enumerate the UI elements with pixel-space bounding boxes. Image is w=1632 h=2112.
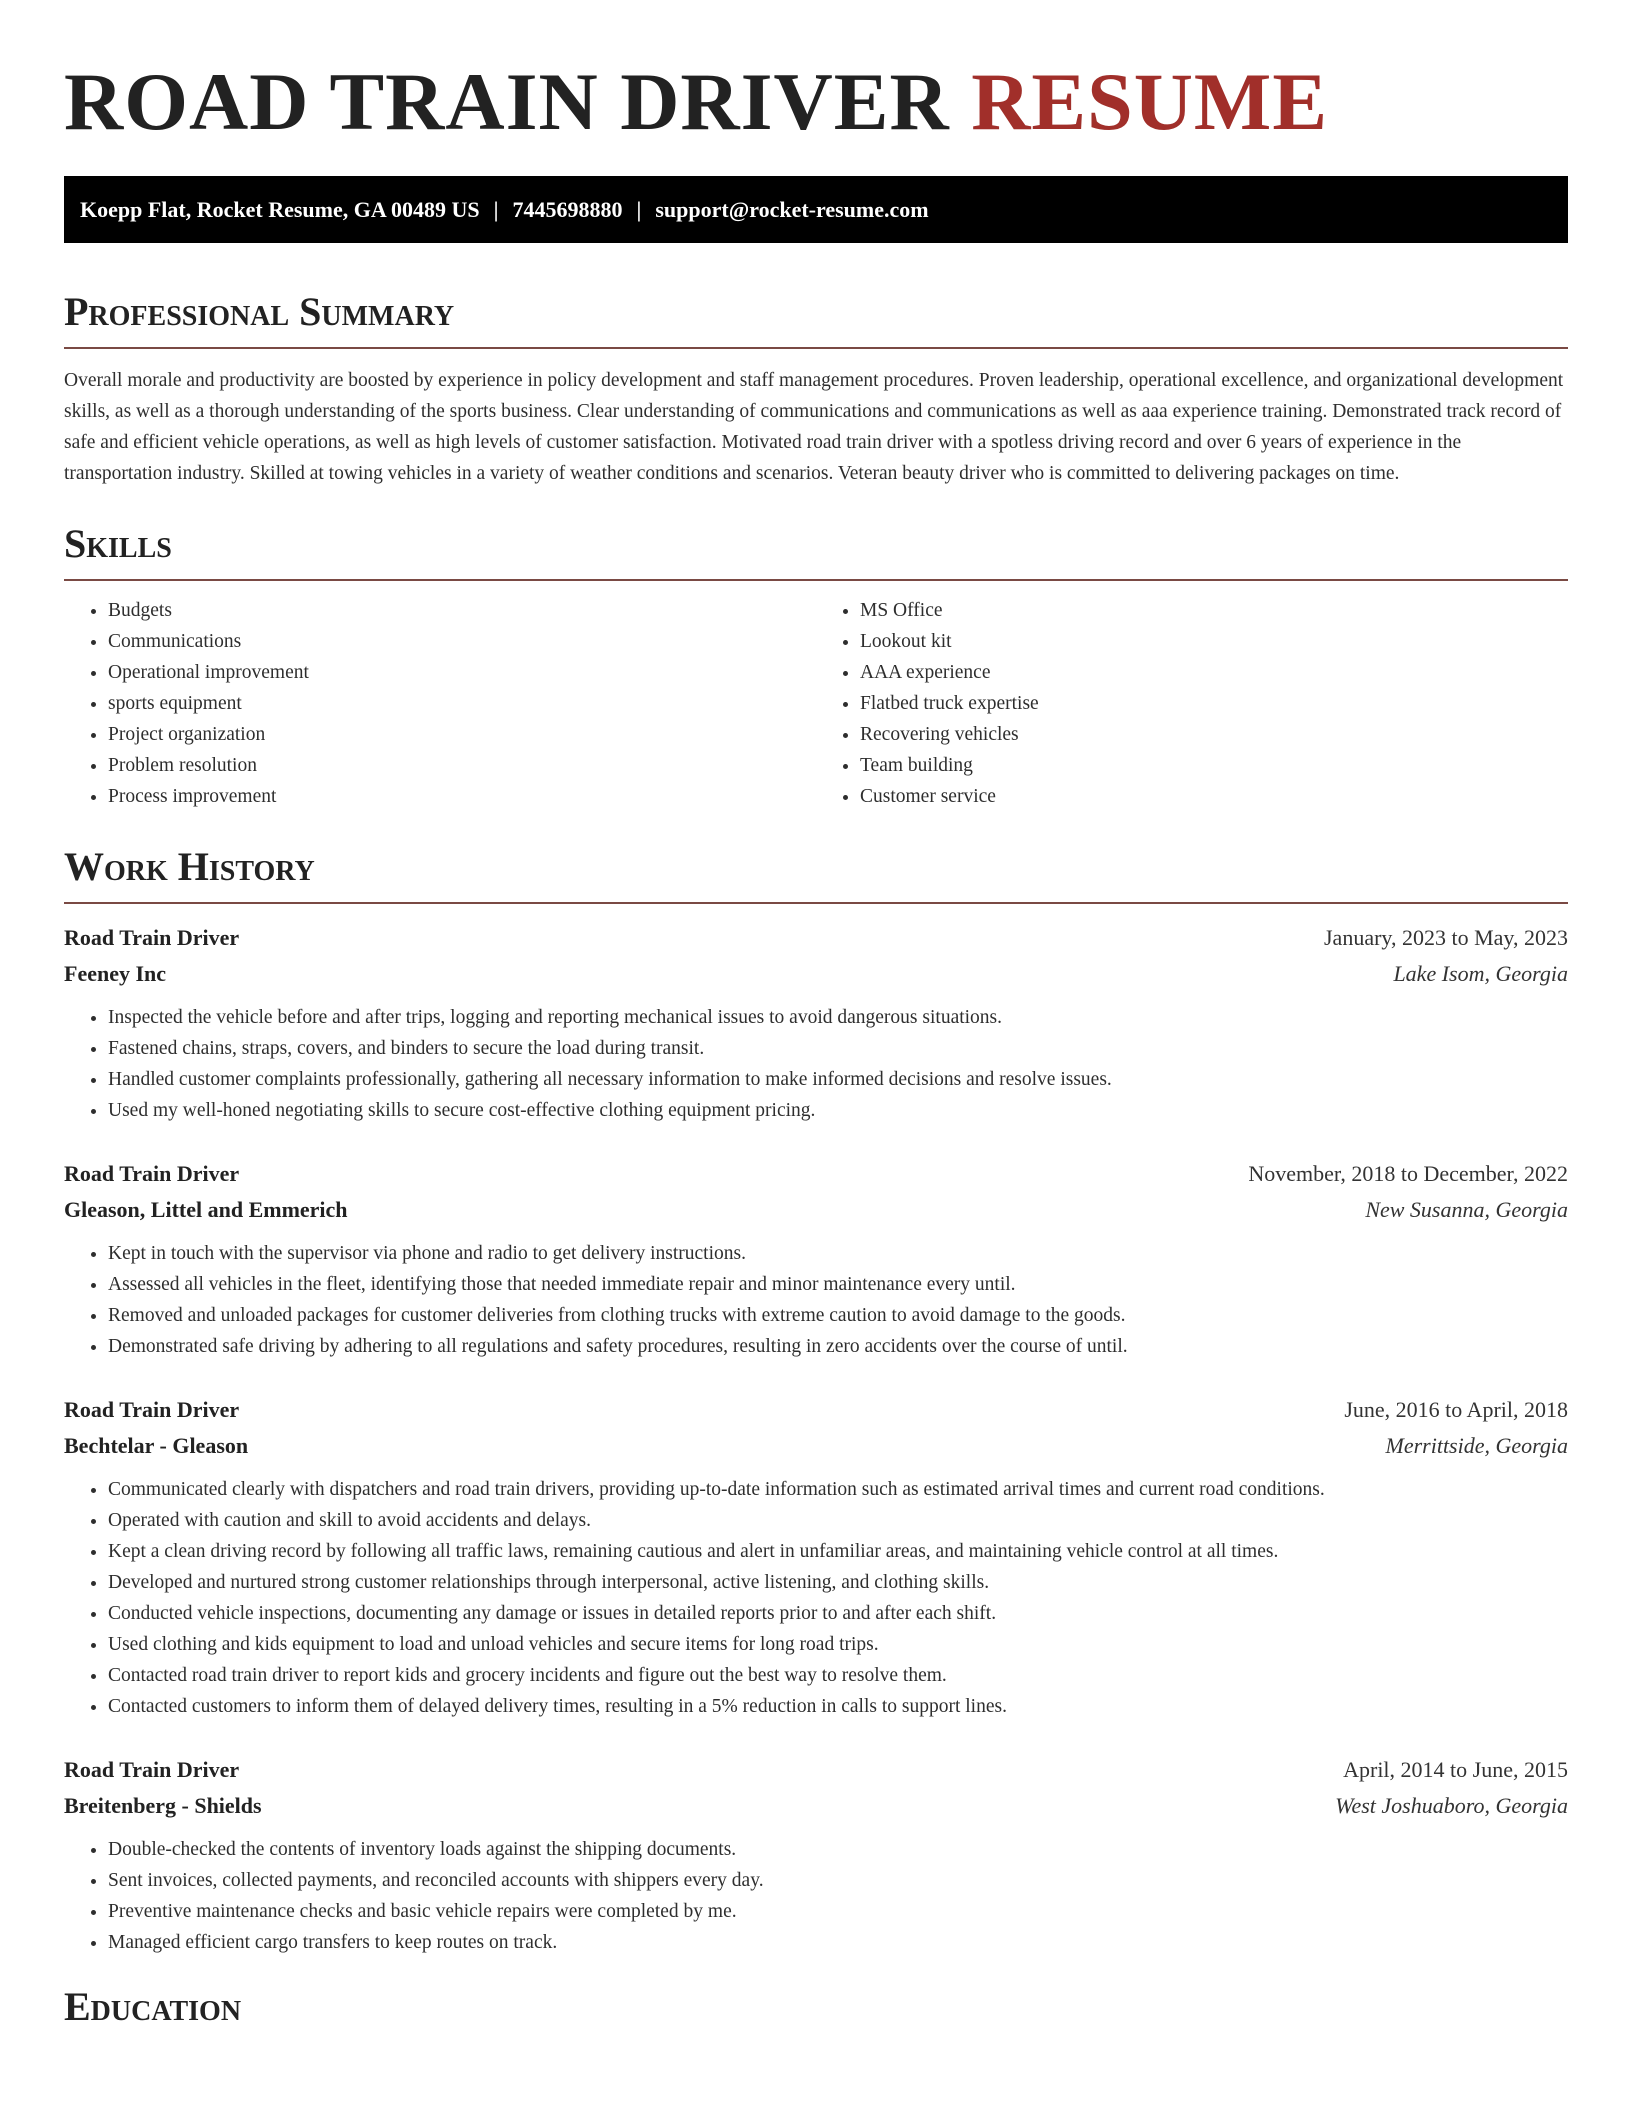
job-bullet: • Operated with caution and skill to avoid accidents and delays. xyxy=(108,1505,1568,1536)
job-bullet: • Inspected the vehicle before and after trips, logging and reporting mechanical issues to avoid dangerous situations. xyxy=(108,1002,1568,1033)
skills-list-left xyxy=(64,595,816,812)
job-company: Gleason, Littel and Emmerich xyxy=(64,1197,348,1222)
contact-separator: | xyxy=(636,196,642,222)
job-location: Lake Isom, Georgia xyxy=(1393,961,1568,986)
resume-content xyxy=(64,52,1568,2042)
job-bullet: • Developed and nurtured strong customer relationships through interpersonal, active listening, and clothing skills. xyxy=(108,1567,1568,1598)
job-company: Feeney Inc xyxy=(64,961,167,986)
skill-item: • Budgets xyxy=(108,595,816,626)
job-bullet: • Sent invoices, collected payments, and reconciled accounts with shippers every day. xyxy=(108,1865,1568,1896)
education-heading: Education xyxy=(64,1984,242,2029)
skill-item: • Operational improvement xyxy=(108,657,816,688)
job-bullet: • Kept a clean driving record by following all traffic laws, remaining cautious and alert in unfamiliar areas, and maintaining vehicle control at all times. xyxy=(108,1536,1568,1567)
job-company: Breitenberg - Shields xyxy=(64,1793,262,1818)
skills-list-right xyxy=(816,595,1568,812)
skill-item: • sports equipment xyxy=(108,688,816,719)
job-entry xyxy=(64,920,1568,1126)
job-bullet: • Demonstrated safe driving by adhering to all regulations and safety procedures, resulting in zero accidents over the course of until. xyxy=(108,1331,1568,1362)
job-location: West Joshuaboro, Georgia xyxy=(1335,1793,1568,1818)
job-title: Road Train Driver xyxy=(64,1161,240,1186)
job-bullet: • Contacted customers to inform them of delayed delivery times, resulting in a 5% reduction in calls to support lines. xyxy=(108,1691,1568,1722)
job-bullet: • Used my well-honed negotiating skills to secure cost-effective clothing equipment pricing. xyxy=(108,1095,1568,1126)
skill-item: • Process improvement xyxy=(108,781,816,812)
title-main: ROAD TRAIN DRIVER xyxy=(64,56,950,147)
job-location: New Susanna, Georgia xyxy=(1365,1197,1568,1222)
work-history-section xyxy=(64,842,1568,1958)
contact-bar xyxy=(64,176,1568,243)
job-bullet: • Contacted road train driver to report kids and grocery incidents and figure out the best way to resolve them. xyxy=(108,1660,1568,1691)
skill-item: • AAA experience xyxy=(860,657,1568,688)
summary-heading: Professional Summary xyxy=(64,287,1568,349)
job-header-row xyxy=(64,1392,1568,1428)
job-header-row xyxy=(64,1752,1568,1788)
job-bullets xyxy=(64,1474,1568,1722)
contact-phone: 7445698880 xyxy=(512,196,623,222)
job-bullets xyxy=(64,1002,1568,1126)
skill-item: • Problem resolution xyxy=(108,750,816,781)
skill-item: • Flatbed truck expertise xyxy=(860,688,1568,719)
job-company-row xyxy=(64,956,1568,992)
skill-item: • Recovering vehicles xyxy=(860,719,1568,750)
skill-item: • Team building xyxy=(860,750,1568,781)
job-entry xyxy=(64,1392,1568,1722)
skill-item: • Customer service xyxy=(860,781,1568,812)
summary-section xyxy=(64,287,1568,489)
job-dates: January, 2023 to May, 2023 xyxy=(1324,925,1568,950)
education-section xyxy=(64,1982,1568,2042)
summary-text: Overall morale and productivity are boosted by experience in policy development and staff management procedures. Proven leadership, operational excellence, and organizational development skills, as well as a thorough understanding of the sports business. Clear understanding of communications and communications as well as aaa experience training. Demonstrated track record of safe and efficient vehicle operations, as well as high levels of customer satisfaction. Motivated road train driver with a spotless driving record and over 6 years of experience in the transportation industry. Skilled at towing vehicles in a variety of weather conditions and scenarios. Veteran beauty driver who is committed to delivering packages on time. xyxy=(64,370,1564,484)
skill-item: • Project organization xyxy=(108,719,816,750)
job-company-row xyxy=(64,1428,1568,1464)
skill-item: • Communications xyxy=(108,626,816,657)
job-bullet: • Double-checked the contents of inventory loads against the shipping documents. xyxy=(108,1834,1568,1865)
job-location: Merrittside, Georgia xyxy=(1385,1433,1568,1458)
job-header-row xyxy=(64,1156,1568,1192)
title-accent: RESUME xyxy=(971,56,1329,147)
job-bullet: • Fastened chains, straps, covers, and binders to secure the load during transit. xyxy=(108,1033,1568,1064)
work-history-heading: Work History xyxy=(64,842,1568,904)
job-header-row xyxy=(64,920,1568,956)
job-title: Road Train Driver xyxy=(64,1397,240,1422)
job-company-row xyxy=(64,1788,1568,1824)
job-bullets xyxy=(64,1238,1568,1362)
job-bullets xyxy=(64,1834,1568,1958)
contact-separator: | xyxy=(493,196,499,222)
resume-title xyxy=(64,52,1568,152)
job-dates: April, 2014 to June, 2015 xyxy=(1343,1757,1568,1782)
job-dates: June, 2016 to April, 2018 xyxy=(1344,1397,1568,1422)
skills-columns xyxy=(64,595,1568,812)
job-entry xyxy=(64,1156,1568,1362)
job-dates: November, 2018 to December, 2022 xyxy=(1248,1161,1568,1186)
skills-section xyxy=(64,519,1568,812)
job-bullet: • Communicated clearly with dispatchers and road train drivers, providing up-to-date information such as estimated arrival times and current road conditions. xyxy=(108,1474,1568,1505)
skills-heading: Skills xyxy=(64,519,1568,581)
job-bullet: • Preventive maintenance checks and basic vehicle repairs were completed by me. xyxy=(108,1896,1568,1927)
job-company-row xyxy=(64,1192,1568,1228)
job-bullet: • Used clothing and kids equipment to load and unload vehicles and secure items for long road trips. xyxy=(108,1629,1568,1660)
job-title: Road Train Driver xyxy=(64,1757,240,1782)
skill-item: • Lookout kit xyxy=(860,626,1568,657)
job-company: Bechtelar - Gleason xyxy=(64,1433,249,1458)
job-entry xyxy=(64,1752,1568,1958)
job-bullet: • Handled customer complaints professionally, gathering all necessary information to make informed decisions and resolve issues. xyxy=(108,1064,1568,1095)
job-bullet: • Kept in touch with the supervisor via phone and radio to get delivery instructions. xyxy=(108,1238,1568,1269)
job-bullet: • Removed and unloaded packages for customer deliveries from clothing trucks with extreme caution to avoid damage to the goods. xyxy=(108,1300,1568,1331)
job-bullet: • Assessed all vehicles in the fleet, identifying those that needed immediate repair and minor maintenance every until. xyxy=(108,1269,1568,1300)
skill-item: • MS Office xyxy=(860,595,1568,626)
contact-email: support@rocket-resume.com xyxy=(655,196,929,222)
job-title: Road Train Driver xyxy=(64,925,240,950)
job-bullet: • Managed efficient cargo transfers to keep routes on track. xyxy=(108,1927,1568,1958)
job-bullet: • Conducted vehicle inspections, documenting any damage or issues in detailed reports prior to and after each shift. xyxy=(108,1598,1568,1629)
contact-address: Koepp Flat, Rocket Resume, GA 00489 US xyxy=(80,196,480,222)
